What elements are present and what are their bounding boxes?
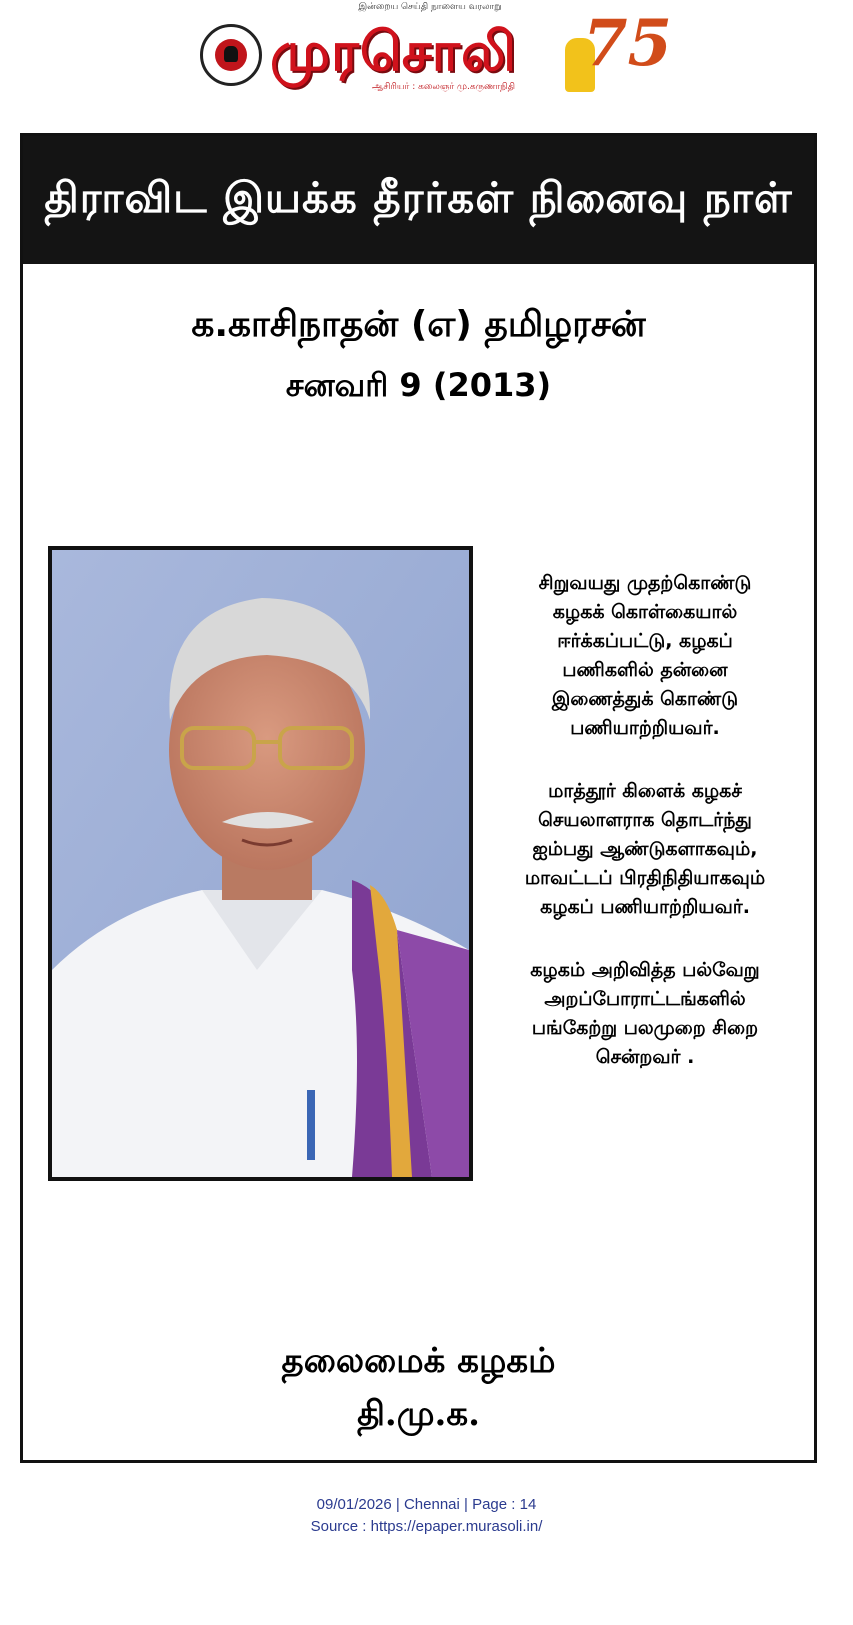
bio-line: சென்றவர் .: [595, 1046, 695, 1068]
party-seal-icon: [200, 24, 262, 86]
biography-text: [486, 569, 804, 1106]
bio-line: கழகக் கொள்கையால்: [552, 601, 738, 623]
portrait-photo: [48, 546, 473, 1181]
bio-line: கழகம் அறிவித்த பல்வேறு: [530, 959, 760, 981]
party-name: தி.மு.க.: [357, 1394, 480, 1434]
bio-line: சிறுவயது முதற்கொண்டு: [538, 572, 752, 594]
masthead-subline: ஆசிரியர் : கலைஞர் மு.கருணாநிதி: [372, 82, 515, 92]
page-info-source: Source : https://epaper.murasoli.in/: [310, 1518, 543, 1535]
bio-line: செயலாளராக தொடர்ந்து: [538, 809, 752, 831]
masthead: [0, 0, 853, 118]
newspaper-logo: முரசொலி: [270, 20, 517, 83]
bio-paragraph: [486, 777, 804, 922]
anniversary-number: 75: [583, 6, 673, 81]
bio-line: இணைத்துக் கொண்டு: [551, 688, 739, 710]
bio-line: ஐம்பது ஆண்டுகளாகவும்,: [532, 838, 758, 860]
person-name: க.காசிநாதன் (எ) தமிழரசன்: [191, 304, 646, 345]
bio-line: அறப்போராட்டங்களில்: [544, 988, 746, 1010]
page-info-date: 09/01/2026 | Chennai | Page : 14: [316, 1496, 537, 1513]
memorial-panel: [20, 133, 817, 1463]
bio-paragraph: [486, 956, 804, 1072]
memorial-date: சனவரி 9 (2013): [285, 366, 552, 404]
title-banner: [23, 136, 814, 264]
banner-title: திராவிட இயக்க தீரர்கள் நினைவு நாள்: [44, 172, 793, 222]
bio-line: கழகப் பணியாற்றியவர்.: [540, 896, 750, 918]
bio-line: ஈர்க்கப்பட்டு, கழகப்: [557, 630, 733, 652]
bio-paragraph: [486, 569, 804, 743]
organization-name: தலைமைக் கழகம்: [281, 1341, 556, 1381]
bio-line: மாத்தூர் கிளைக் கழகச்: [548, 780, 742, 802]
anniversary-emblem: [565, 4, 673, 96]
bio-line: பணியாற்றியவர்.: [570, 717, 720, 739]
bio-line: பங்கேற்று பலமுறை சிறை: [531, 1017, 759, 1039]
masthead-tagline: இன்றைய செய்தி நாளைய வரலாறு: [358, 2, 502, 12]
bio-line: பணிகளில் தன்னை: [562, 659, 728, 681]
portrait-illustration: [52, 550, 469, 1177]
bio-line: மாவட்டப் பிரதிநிதியாகவும்: [524, 867, 766, 889]
